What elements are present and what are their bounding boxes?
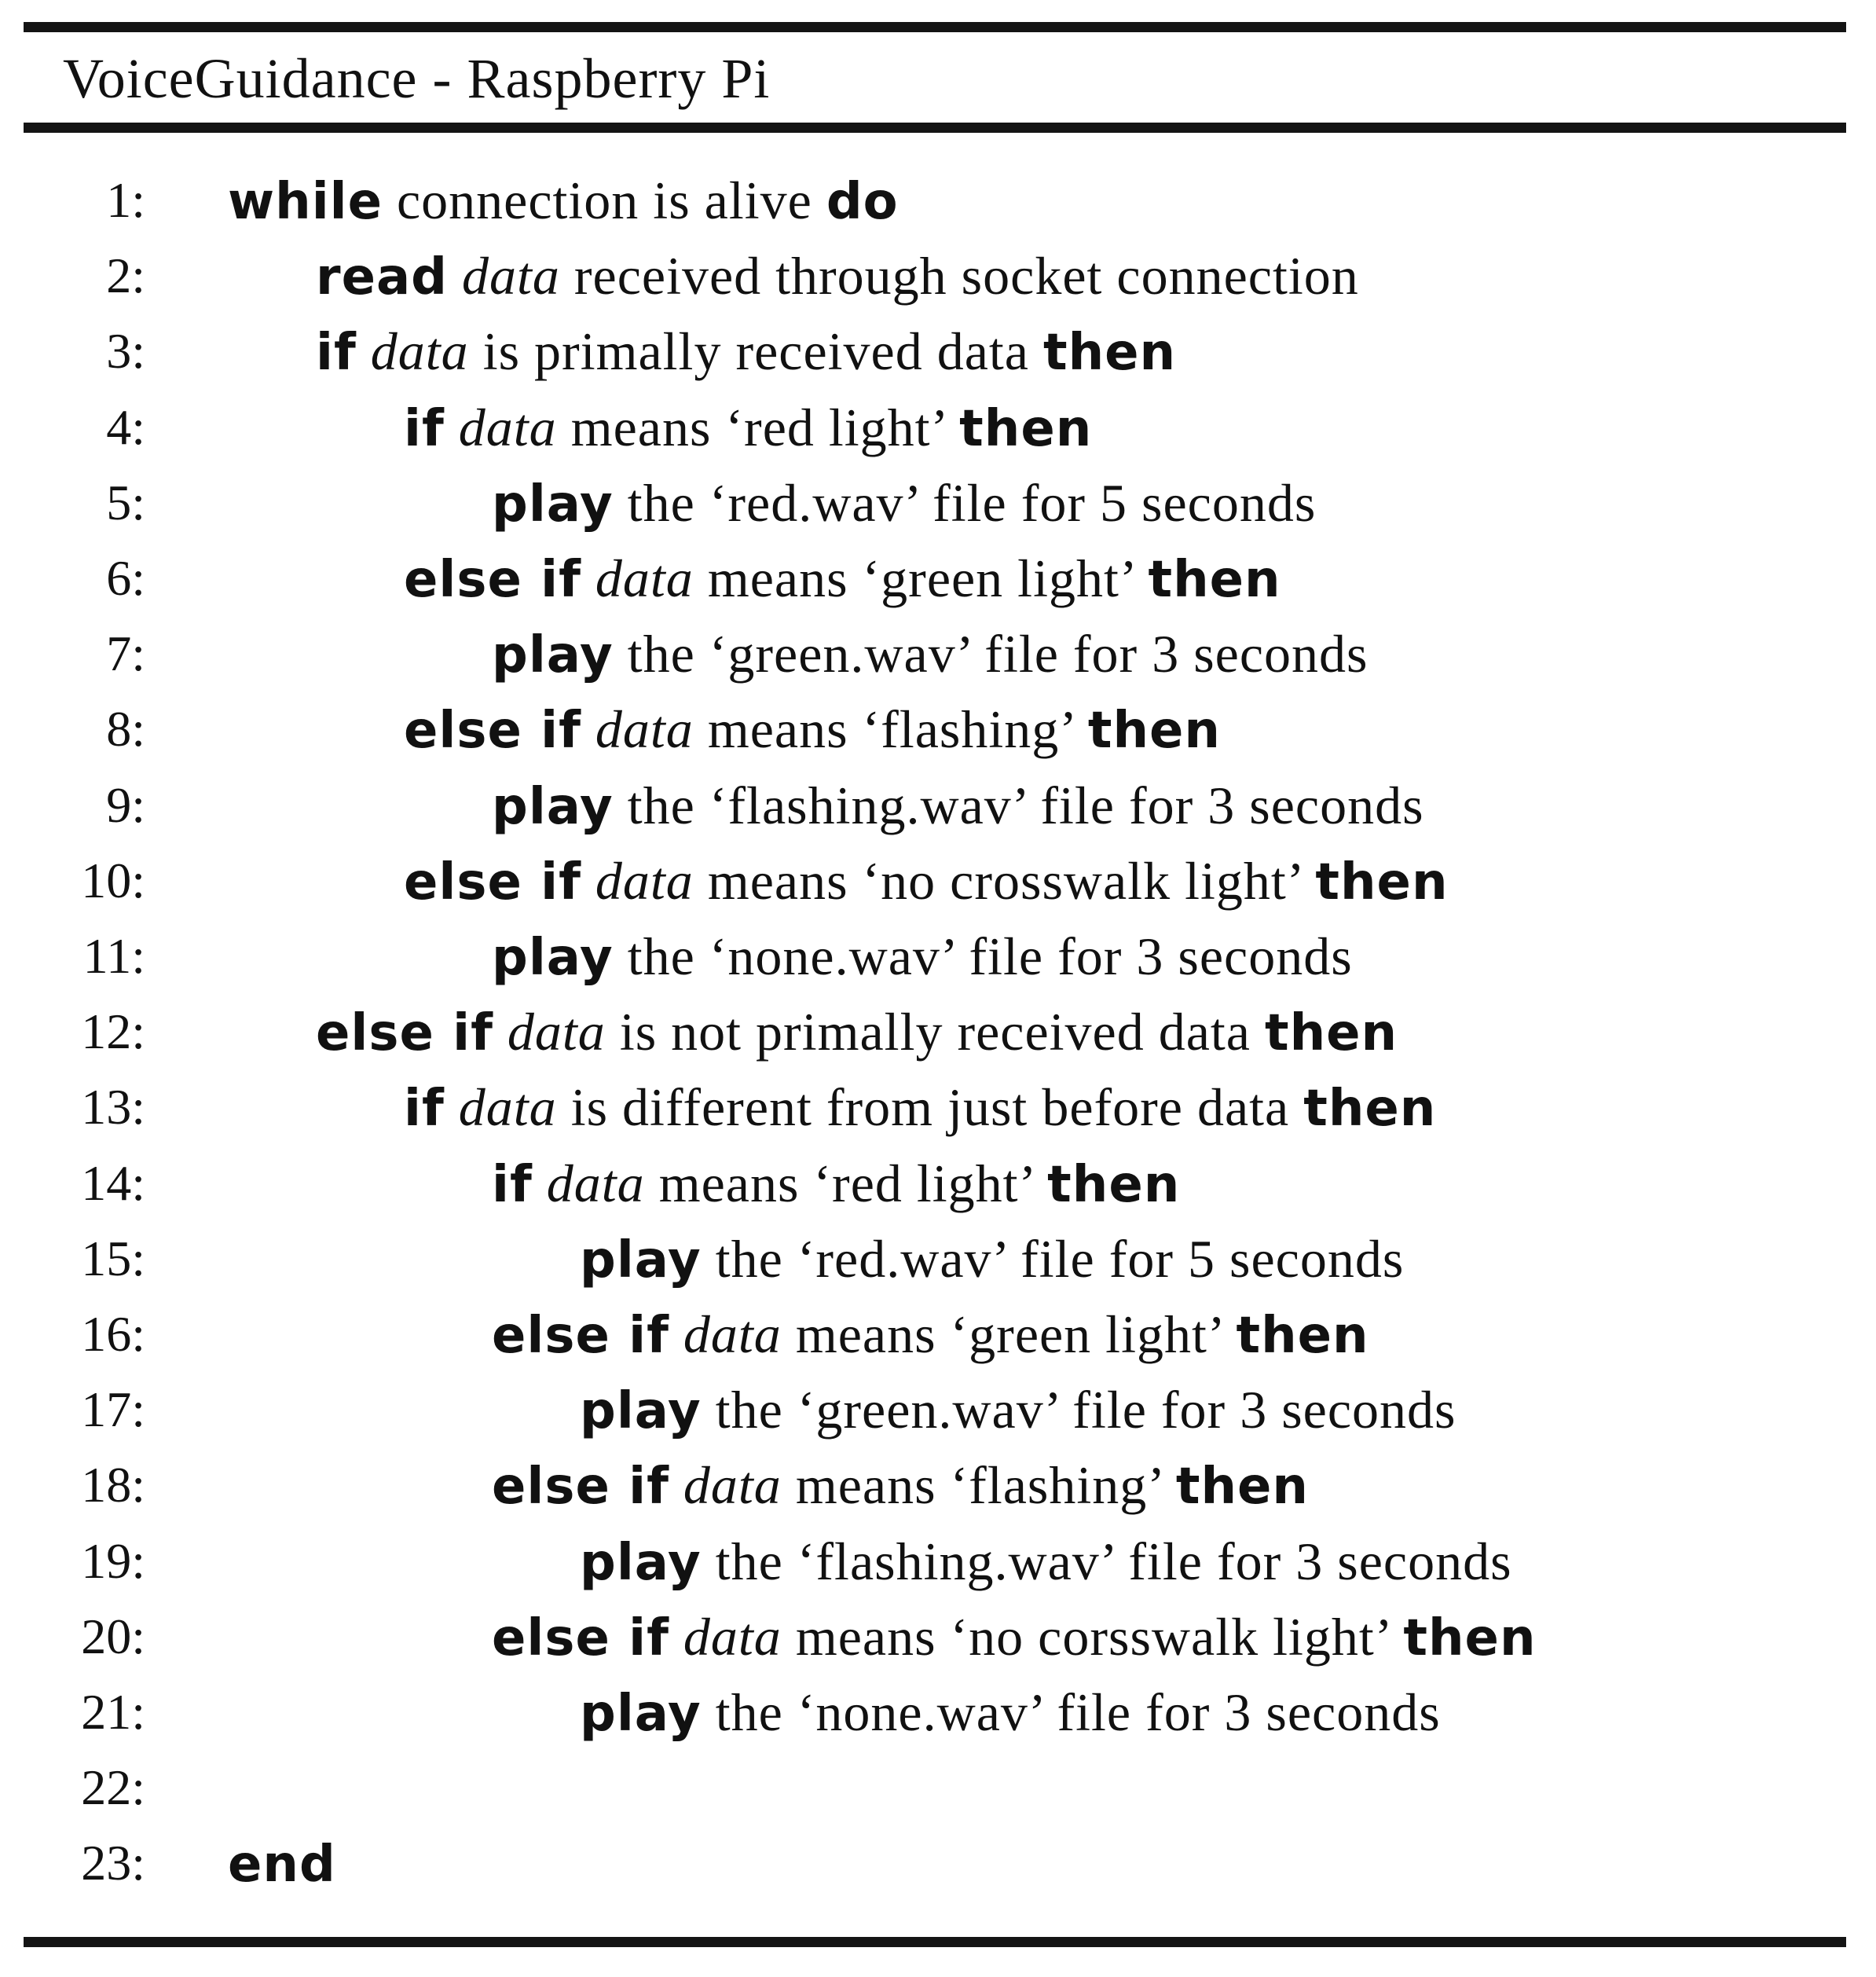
line-number: 11: [82, 928, 145, 984]
line-number: 13: [81, 1079, 145, 1135]
variable: data [683, 1455, 782, 1516]
line-number: 9: [106, 776, 145, 833]
keyword: then [1047, 1155, 1181, 1214]
line-number: 3: [106, 323, 145, 380]
keyword: then [1042, 324, 1177, 383]
code-text: the ‘green.wav’ file for 3 seconds [701, 1380, 1456, 1440]
algorithm-line [0, 314, 1876, 389]
line-number: 18: [81, 1457, 145, 1513]
line-number: 12: [81, 1003, 145, 1060]
keyword: else if [404, 551, 581, 609]
code-text: is primally received data [468, 321, 1043, 382]
top-rule [24, 22, 1846, 32]
line-code [492, 465, 1316, 541]
keyword: then [1087, 702, 1221, 761]
keyword: then [959, 399, 1093, 458]
keyword: play [492, 777, 614, 836]
header-rule [24, 123, 1846, 133]
code-text [533, 1154, 547, 1213]
code-text: is different from just before data [556, 1077, 1304, 1138]
algorithm-line [0, 1372, 1876, 1447]
line-number: 19: [81, 1532, 145, 1589]
code-text [445, 398, 459, 457]
keyword: do [826, 173, 899, 231]
variable: data [683, 1304, 782, 1364]
algorithm-line [0, 1447, 1876, 1523]
line-number: 16: [81, 1306, 145, 1362]
keyword: end [228, 1836, 336, 1894]
algorithm-line [0, 1524, 1876, 1599]
line-number: 17: [81, 1381, 145, 1438]
algorithm-line [0, 390, 1876, 465]
line-code [580, 1372, 1456, 1447]
keyword: while [228, 173, 383, 231]
algorithm-line [0, 1674, 1876, 1750]
line-number: 21: [81, 1684, 145, 1740]
algorithm-line [0, 691, 1876, 767]
keyword: then [1175, 1458, 1309, 1517]
keyword: then [1303, 1080, 1437, 1139]
code-text: means ‘red light’ [556, 397, 960, 457]
line-code [492, 919, 1353, 994]
code-text [357, 321, 371, 381]
keyword: then [1148, 551, 1281, 609]
line-number: 4: [106, 398, 145, 455]
line-number: 20: [81, 1608, 145, 1664]
code-text: means ‘no crosswalk light’ [693, 850, 1316, 911]
algorithm-line [0, 843, 1876, 919]
line-code [492, 1146, 1180, 1221]
line-number: 22: [81, 1759, 145, 1816]
algorithm-line [0, 1069, 1876, 1145]
line-code [404, 691, 1221, 767]
keyword: else if [404, 853, 581, 911]
code-text [581, 699, 595, 759]
variable: data [595, 548, 694, 608]
line-code [580, 1524, 1512, 1599]
line-number: 7: [106, 625, 145, 682]
code-text: connection is alive [382, 171, 826, 230]
line-code [492, 1447, 1309, 1523]
code-text: means ‘green light’ [781, 1304, 1237, 1364]
keyword: else if [404, 702, 581, 761]
code-text: means ‘green light’ [693, 548, 1149, 608]
line-code [228, 1825, 336, 1901]
keyword: play [492, 475, 614, 534]
variable: data [461, 246, 560, 306]
line-number: 8: [106, 701, 145, 757]
keyword: then [1264, 1004, 1398, 1063]
algorithm-line [0, 541, 1876, 616]
keyword: else if [492, 1458, 669, 1517]
line-code [404, 541, 1281, 616]
keyword: then [1403, 1608, 1537, 1667]
line-code [404, 1069, 1436, 1145]
code-text: the ‘red.wav’ file for 5 seconds [613, 472, 1317, 533]
algorithm-line [0, 994, 1876, 1069]
variable: data [683, 1606, 782, 1667]
line-code [316, 238, 1359, 314]
algorithm-line [0, 1221, 1876, 1297]
code-text [669, 1607, 683, 1667]
line-number: 23: [81, 1835, 145, 1891]
variable: data [507, 1002, 606, 1062]
line-number: 2: [106, 248, 145, 304]
algorithm-line [0, 1297, 1876, 1372]
code-text [581, 851, 595, 911]
keyword: then [1236, 1307, 1369, 1365]
line-number: 14: [81, 1154, 145, 1211]
line-code [404, 390, 1092, 465]
line-number: 1: [106, 172, 145, 228]
keyword: play [580, 1231, 702, 1289]
algorithm-line [0, 1750, 1876, 1825]
keyword: else if [492, 1307, 669, 1365]
variable: data [458, 1077, 557, 1138]
line-code [580, 1221, 1404, 1297]
code-text: the ‘red.wav’ file for 5 seconds [701, 1228, 1405, 1289]
code-text [445, 1077, 459, 1137]
keyword: play [580, 1382, 702, 1441]
algorithm-line [0, 768, 1876, 843]
code-text: the ‘none.wav’ file for 3 seconds [613, 926, 1353, 986]
code-text [581, 548, 595, 608]
algorithm-line [0, 163, 1876, 238]
line-code [316, 994, 1398, 1069]
code-text: received through socket connection [559, 246, 1359, 306]
code-text: is not primally received data [605, 1002, 1265, 1062]
code-text: the ‘flashing.wav’ file for 3 seconds [701, 1531, 1512, 1591]
keyword: if [404, 399, 445, 458]
code-text [493, 1002, 507, 1062]
line-number: 10: [81, 852, 145, 908]
algorithm-title: VoiceGuidance - Raspberry Pi [63, 47, 771, 110]
algorithm-line [0, 1825, 1876, 1901]
variable: data [595, 699, 694, 760]
code-text: means ‘flashing’ [693, 699, 1088, 760]
line-code [492, 1599, 1537, 1674]
line-code [492, 616, 1369, 691]
line-number: 15: [81, 1230, 145, 1286]
code-text: the ‘none.wav’ file for 3 seconds [701, 1682, 1441, 1742]
keyword: if [316, 324, 357, 383]
keyword: if [404, 1080, 445, 1139]
variable: data [458, 397, 557, 457]
line-code [404, 843, 1449, 919]
code-text: means ‘red light’ [644, 1153, 1048, 1213]
keyword: play [580, 1685, 702, 1743]
code-text [448, 246, 462, 306]
algorithm-line [0, 919, 1876, 994]
code-text: means ‘no corsswalk light’ [781, 1606, 1404, 1667]
keyword: play [580, 1533, 702, 1592]
line-code [316, 314, 1176, 389]
line-code [492, 1297, 1369, 1372]
code-text [669, 1455, 683, 1515]
line-code [580, 1674, 1441, 1750]
line-code [228, 163, 899, 238]
keyword: else if [316, 1004, 493, 1063]
line-number: 5: [106, 474, 145, 530]
code-text: the ‘flashing.wav’ file for 3 seconds [613, 775, 1424, 835]
variable: data [546, 1153, 645, 1213]
keyword: else if [492, 1608, 669, 1667]
algorithm-line [0, 1599, 1876, 1674]
code-text: the ‘green.wav’ file for 3 seconds [613, 624, 1369, 684]
code-text: means ‘flashing’ [781, 1455, 1176, 1516]
line-number: 6: [106, 550, 145, 606]
keyword: if [492, 1155, 533, 1214]
variable: data [370, 321, 469, 382]
keyword: play [492, 929, 614, 987]
code-text [669, 1304, 683, 1364]
keyword: play [492, 626, 614, 685]
algorithm-line [0, 238, 1876, 314]
bottom-rule [24, 1937, 1846, 1947]
algorithm-line [0, 465, 1876, 541]
algorithm-line [0, 1146, 1876, 1221]
keyword: then [1315, 853, 1449, 911]
algorithm-line [0, 616, 1876, 691]
keyword: read [316, 248, 448, 307]
line-code [492, 768, 1424, 843]
variable: data [595, 850, 694, 911]
